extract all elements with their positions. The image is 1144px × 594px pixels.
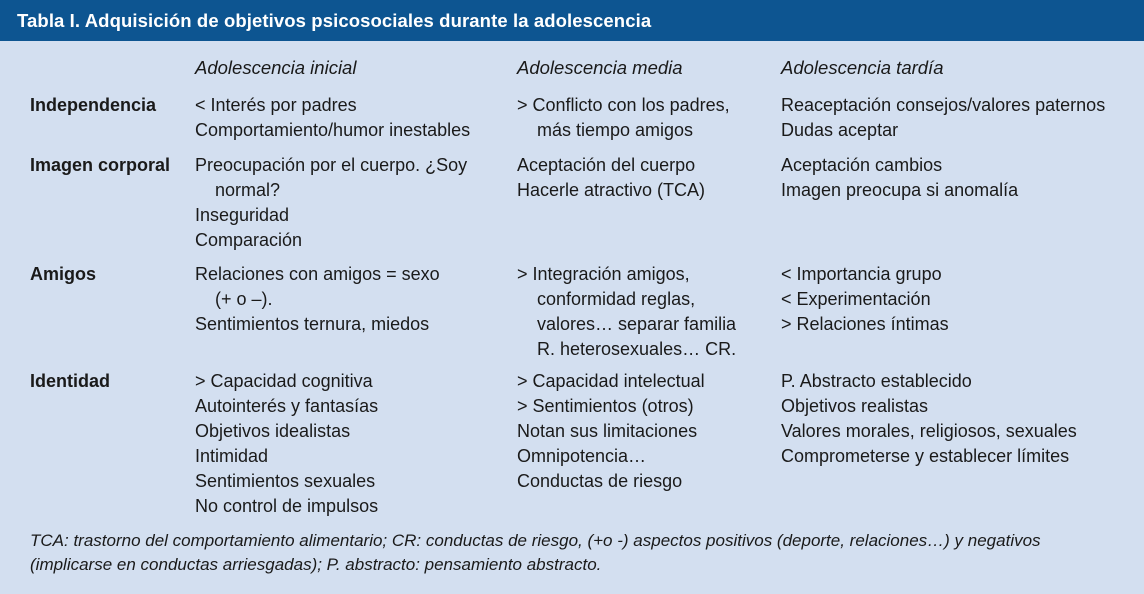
- psychosocial-table: [0, 41, 1144, 529]
- cell-inicial: Relaciones con amigos = sexo (+ o –). Sentimientos ternura, miedos: [195, 264, 440, 334]
- row-label: Amigos: [30, 264, 97, 284]
- header-tardia: Adolescencia tardía: [781, 56, 944, 78]
- header-media: Adolescencia media: [517, 56, 683, 78]
- cell-inicial: Preocupación por el cuerpo. ¿Soy normal? Inseguridad Comparación: [195, 155, 468, 250]
- row-label: Independencia: [30, 95, 157, 115]
- header-inicial: Adolescencia inicial: [195, 56, 357, 78]
- cell-tardia: Reaceptación consejos/valores paternos Dudas aceptar: [781, 95, 1106, 140]
- row-label: Imagen corporal: [30, 155, 171, 175]
- table-title: Tabla I. Adquisición de objetivos psicosociales durante la adolescencia: [0, 0, 1144, 41]
- cell-media: > Capacidad intelectual > Sentimientos (otros) Notan sus limitaciones Omnipotencia… Conductas de riesgo: [517, 371, 705, 491]
- table-row: [30, 93, 1144, 153]
- cell-tardia: P. Abstracto establecido Objetivos realistas Valores morales, religiosos, sexuales Comprometerse y establecer límites: [781, 371, 1077, 466]
- table-footnote: [0, 529, 1144, 577]
- cell-inicial: < Interés por padres Comportamiento/humor inestables: [195, 95, 471, 140]
- cell-media: > Integración amigos, conformidad reglas, valores… separar familia R. heterosexuales… CR.: [517, 264, 737, 359]
- footnote-line: (implicarse en conductas arriesgadas); P. abstracto: pensamiento abstracto.: [30, 555, 602, 574]
- cell-media: > Conflicto con los padres, más tiempo amigos: [517, 95, 730, 140]
- cell-tardia: < Importancia grupo < Experimentación > Relaciones íntimas: [781, 264, 949, 334]
- table-row: [30, 262, 1144, 369]
- table-header-row: [30, 41, 1144, 93]
- row-label: Identidad: [30, 371, 110, 391]
- cell-media: Aceptación del cuerpo Hacerle atractivo (TCA): [517, 155, 706, 200]
- table-row: [30, 153, 1144, 262]
- footnote-line: TCA: trastorno del comportamiento alimentario; CR: conductas de riesgo, (+o -) aspectos positivos (deporte, relaciones…) y negativos: [30, 531, 1041, 550]
- cell-tardia: Aceptación cambios Imagen preocupa si anomalía: [781, 155, 1019, 200]
- cell-inicial: > Capacidad cognitiva Autointerés y fantasías Objetivos idealistas Intimidad Sentimientos sexuales No control de impulsos: [195, 371, 379, 516]
- table-row: [30, 369, 1144, 529]
